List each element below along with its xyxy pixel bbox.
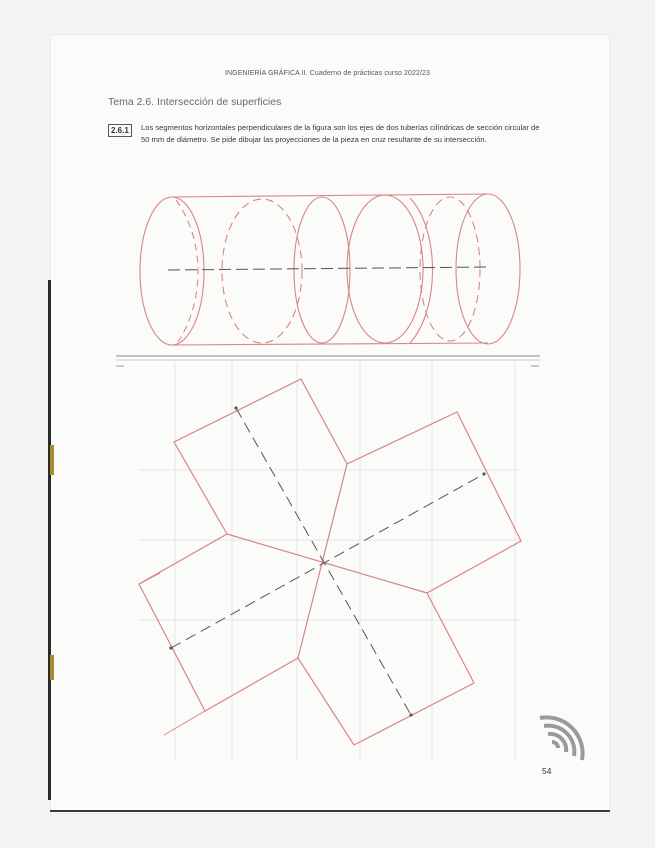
exercise-number: 2.6.1	[108, 124, 132, 137]
intersection-edge-1	[298, 464, 347, 658]
exercise-statement: Los segmentos horizontales perpendiculares de la figura son los ejes de dos tuberías cilíndricas de sección circular de 50 mm de diámetro. Se pide dibujar las proyecciones de la pieza en cruz resultante de su intersección.	[141, 123, 540, 144]
section-ellipse-4	[420, 197, 480, 341]
pipe-axis-2	[171, 474, 484, 648]
page-number: 54	[542, 766, 552, 776]
cross-outline	[139, 379, 521, 745]
cylinder-left-end	[140, 197, 204, 345]
section-ellipse-1	[222, 199, 302, 343]
running-header: INGENIERÍA GRÁFICA II. Cuaderno de prácticas curso 2022/23	[224, 70, 430, 77]
section-ellipse-3	[347, 195, 423, 343]
cylinder-top-generatrix	[172, 194, 488, 197]
elevation-axis	[168, 267, 490, 270]
elevation-view	[140, 194, 520, 345]
topic-title: Tema 2.6. Intersección de superficies	[108, 96, 282, 108]
pipe-axis-1	[236, 408, 411, 715]
intersection-curve-left	[176, 200, 198, 342]
plan-axes	[171, 408, 484, 715]
cylinder-bottom-generatrix	[172, 343, 488, 345]
plan-view	[139, 379, 521, 745]
scan-artifacts	[50, 445, 54, 680]
ground-line	[116, 356, 540, 366]
institution-logo-icon	[540, 717, 583, 760]
cylinder-right-end	[456, 194, 520, 344]
construction-lines	[140, 362, 520, 760]
